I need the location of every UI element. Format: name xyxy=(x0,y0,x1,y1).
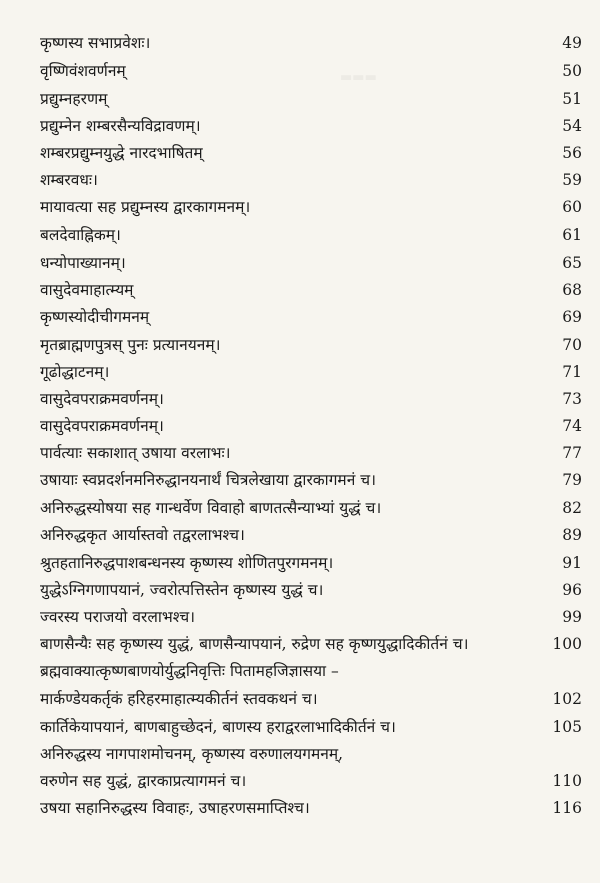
toc-entry-page-number: 60 xyxy=(562,198,582,216)
toc-entry-page-number: 59 xyxy=(562,171,582,189)
toc-entry-title: कृष्णस्य सभाप्रवेशः। xyxy=(40,34,151,52)
toc-entry-title: वृष्णिवंशवर्णनम् xyxy=(40,62,126,80)
toc-entry xyxy=(40,32,582,54)
toc-entry-page-number: 65 xyxy=(562,254,582,272)
toc-entry xyxy=(40,660,582,682)
toc-entry-title: ज्वरस्य पराजयो वरलाभश्च। xyxy=(40,608,196,626)
toc-entry-title: बाणसैन्यैः सह कृष्णस्य युद्धं, बाणसैन्यापयानं, रुद्रेण सह कृष्णयुद्धादिकीर्तनं च। xyxy=(40,635,469,653)
toc-entry-page-number: 99 xyxy=(562,608,582,626)
toc-entry-title: अनिरुद्धकृत आर्यास्तवो तद्वरलाभश्च। xyxy=(40,526,245,544)
toc-entry xyxy=(40,524,582,546)
toc-entry-page-number: 49 xyxy=(562,34,582,52)
bleed-through-mark: ▬▬▬ xyxy=(340,70,377,85)
toc-entry xyxy=(40,115,582,137)
toc-entry-title: कार्तिकेयापयानं, बाणबाहुच्छेदनं, बाणस्य हराद्वरलाभादिकीर्तनं च। xyxy=(40,718,396,736)
toc-entry-title: धन्योपाख्यानम्। xyxy=(40,254,126,272)
toc-entry-page-number: 51 xyxy=(562,90,582,108)
toc-entry-page-number: 82 xyxy=(562,499,582,517)
toc-entry xyxy=(40,142,582,164)
toc-entry-page-number: 70 xyxy=(562,336,582,354)
toc-entry-page-number: 68 xyxy=(562,281,582,299)
toc-entry xyxy=(40,552,582,574)
toc-entry xyxy=(40,770,582,792)
toc-entry-page-number: 77 xyxy=(562,444,582,462)
toc-entry-title: वरुणेन सह युद्धं, द्वारकाप्रत्यागमनं च। xyxy=(40,772,247,790)
toc-entry-page-number: 105 xyxy=(552,718,582,736)
toc-entry-title: पार्वत्याः सकाशात् उषाया वरलाभः। xyxy=(40,444,231,462)
toc-entry-title: श्रुतहतानिरुद्धपाशबन्धनस्य कृष्णस्य शोणितपुरगमनम्। xyxy=(40,554,334,572)
toc-entry-page-number: 74 xyxy=(562,417,582,435)
toc-entry-page-number: 71 xyxy=(562,363,582,381)
toc-entry xyxy=(40,60,582,82)
toc-entry-page-number: 91 xyxy=(562,554,582,572)
toc-entry-page-number: 50 xyxy=(562,62,582,80)
toc-entry xyxy=(40,716,582,738)
toc-entry-title: मृतब्राह्मणपुत्रस् पुनः प्रत्यानयनम्। xyxy=(40,336,221,354)
toc-entry-title: उषया सहानिरुद्धस्य विवाहः, उषाहरणसमाप्तिश्च। xyxy=(40,799,310,817)
toc-entry xyxy=(40,743,582,765)
toc-entry-page-number: 116 xyxy=(552,799,582,817)
toc-entry-title: शम्बरवधः। xyxy=(40,171,98,189)
toc-entry xyxy=(40,415,582,437)
toc-entry xyxy=(40,442,582,464)
toc-entry xyxy=(40,361,582,383)
toc-entry xyxy=(40,797,582,819)
toc-entry-title: उषायाः स्वप्नदर्शनमनिरुद्धानयनार्थं चित्रलेखाया द्वारकागमनं च। xyxy=(40,471,376,489)
toc-entry-title: गूढोद्धाटनम्। xyxy=(40,363,110,381)
toc-entry xyxy=(40,334,582,356)
toc-entry-title: युद्धेऽग्निगणापयानं, ज्वरोत्पत्तिस्तेन कृष्णस्य युद्धं च। xyxy=(40,581,324,599)
toc-entry xyxy=(40,633,582,655)
toc-entry-page-number: 79 xyxy=(562,471,582,489)
toc-entry xyxy=(40,579,582,601)
toc-entry xyxy=(40,469,582,491)
toc-entry xyxy=(40,306,582,328)
toc-entry-title: वासुदेवपराक्रमवर्णनम्। xyxy=(40,417,164,435)
toc-entry-title: वासुदेवमाहात्म्यम् xyxy=(40,281,134,299)
toc-entry xyxy=(40,224,582,246)
toc-entry-title: प्रद्युम्नहरणम् xyxy=(40,90,108,108)
toc-entry-title: ब्रह्मवाक्यात्कृष्णबाणयोर्युद्धनिवृत्तिः पितामहजिज्ञासया – xyxy=(40,662,339,680)
toc-entry xyxy=(40,688,582,710)
toc-entry-page-number: 102 xyxy=(552,690,582,708)
toc-entry-page-number: 54 xyxy=(562,117,582,135)
toc-entry xyxy=(40,88,582,110)
toc-entry-title: कृष्णस्योदीचीगमनम् xyxy=(40,308,150,326)
toc-entry-title: शम्बरप्रद्युम्नयुद्धे नारदभाषितम् xyxy=(40,144,203,162)
toc-entry-page-number: 110 xyxy=(552,772,582,790)
toc-entry-title: मायावत्या सह प्रद्युम्नस्य द्वारकागमनम्। xyxy=(40,198,251,216)
toc-entry-page-number: 89 xyxy=(562,526,582,544)
toc-entry-title: वासुदेवपराक्रमवर्णनम्। xyxy=(40,390,164,408)
toc-entry-page-number: 56 xyxy=(562,144,582,162)
toc-entry-title: बलदेवाह्निकम्। xyxy=(40,226,121,244)
toc-entry-title: अनिरुद्धस्य नागपाशमोचनम्, कृष्णस्य वरुणालयगमनम्, xyxy=(40,745,344,763)
toc-entry-page-number: 73 xyxy=(562,390,582,408)
toc-entry-title: अनिरुद्धस्योषया सह गान्धर्वेण विवाहो बाणतत्सैन्याभ्यां युद्धं च। xyxy=(40,499,382,517)
toc-entry-page-number: 69 xyxy=(562,308,582,326)
toc-entry xyxy=(40,388,582,410)
toc-entry-title: मार्कण्डेयकर्तृकं हरिहरमाहात्म्यकीर्तनं स्तवकथनं च। xyxy=(40,690,318,708)
toc-entry-title: प्रद्युम्नेन शम्बरसैन्यविद्रावणम्। xyxy=(40,117,201,135)
toc-entry xyxy=(40,606,582,628)
toc-entry-page-number: 61 xyxy=(562,226,582,244)
toc-entry xyxy=(40,169,582,191)
toc-entry xyxy=(40,252,582,274)
toc-entry-page-number: 100 xyxy=(552,635,582,653)
toc-entry xyxy=(40,497,582,519)
toc-entry xyxy=(40,279,582,301)
toc-entry-page-number: 96 xyxy=(562,581,582,599)
toc-entry xyxy=(40,196,582,218)
